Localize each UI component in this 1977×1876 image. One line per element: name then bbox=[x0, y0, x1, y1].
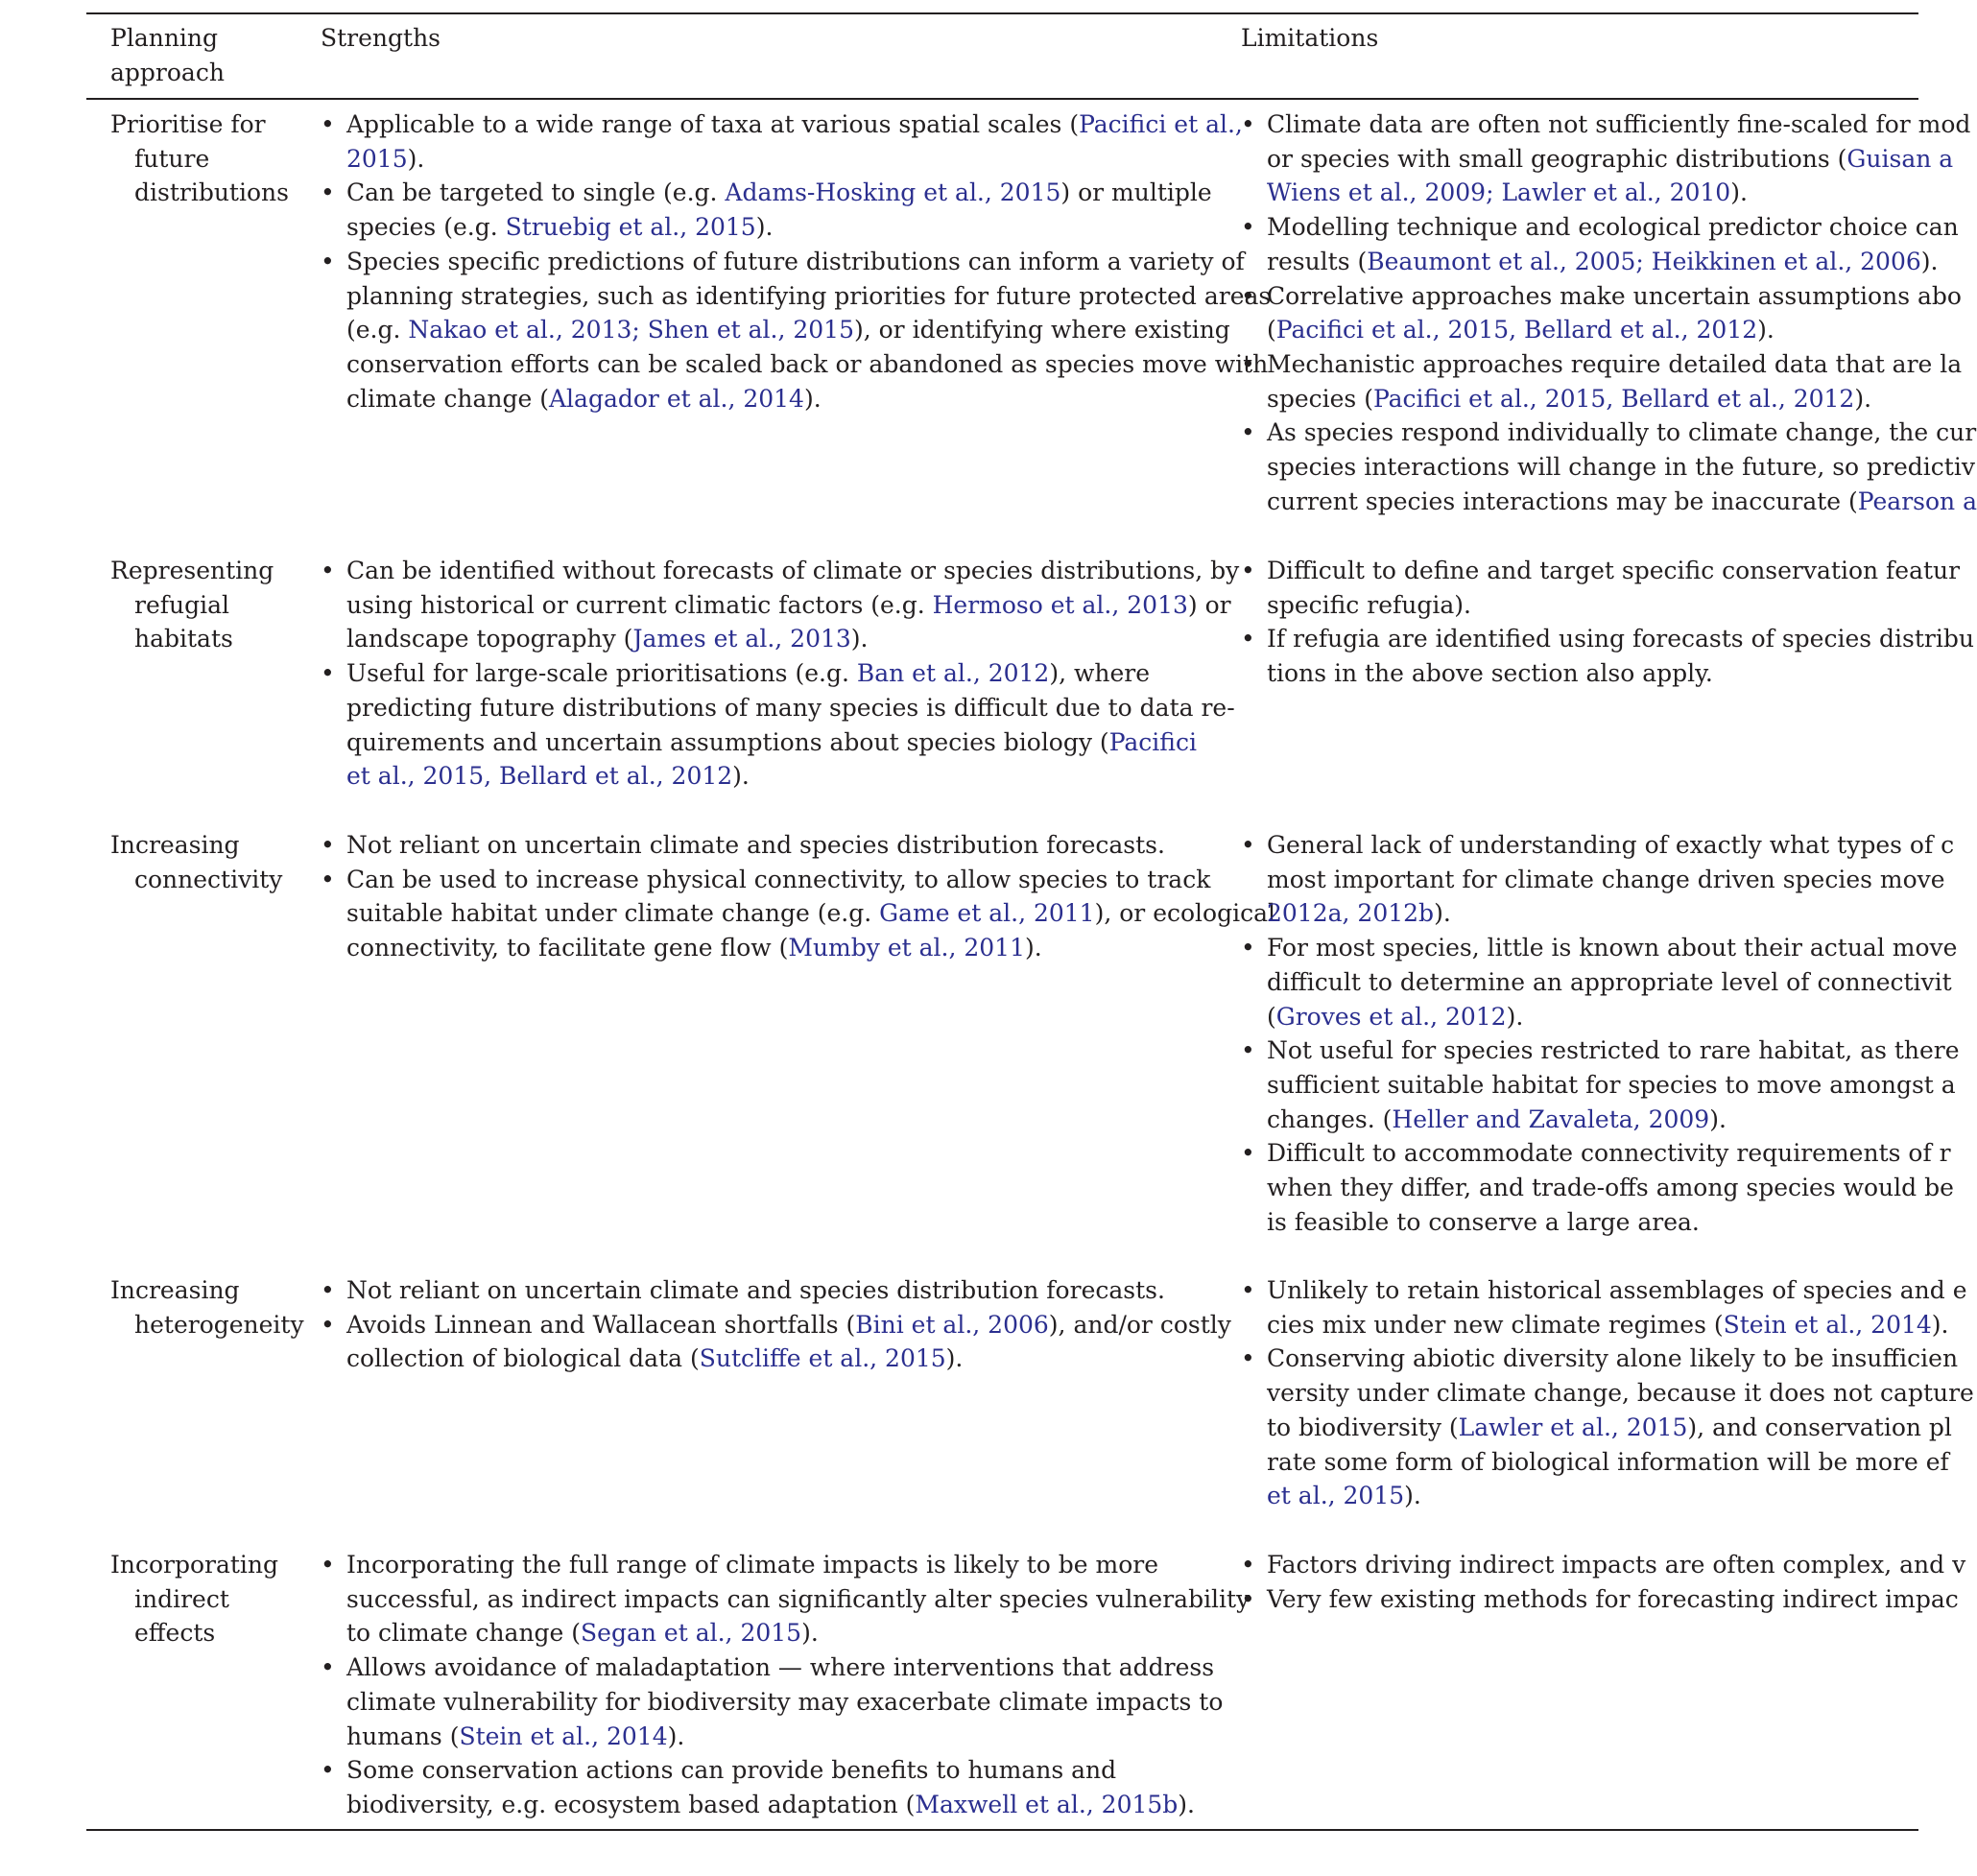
citation-link[interactable]: Sutcliffe et al., 2015 bbox=[699, 1344, 946, 1373]
text-line bbox=[346, 1582, 1251, 1617]
citation-link[interactable]: Nakao et al., 2013; Shen et al., 2015 bbox=[408, 316, 854, 344]
text-line bbox=[346, 1273, 1232, 1308]
citation-link[interactable]: Alagador et al., 2014 bbox=[549, 384, 804, 413]
row-limitations-cell bbox=[1241, 107, 1977, 518]
citation-link[interactable]: Hermoso et al., 2013 bbox=[932, 590, 1188, 619]
approach-line: Representing bbox=[110, 557, 274, 584]
text-run: changes. ( bbox=[1267, 1104, 1393, 1133]
row-strengths-cell bbox=[321, 107, 1272, 416]
header-approach-line: Planning bbox=[110, 24, 219, 52]
text-run: ), or identifying where existing bbox=[853, 316, 1230, 344]
citation-link[interactable]: et al., 2015 bbox=[1267, 1482, 1405, 1510]
text-line bbox=[346, 1308, 1232, 1342]
text-run: ), or ecological bbox=[1094, 899, 1275, 928]
text-run: or species with small geographic distributions ( bbox=[1267, 144, 1847, 173]
table-top-rule bbox=[86, 12, 1918, 14]
text-line bbox=[1267, 1582, 1959, 1617]
citation-link[interactable]: Adams-Hosking et al., 2015 bbox=[725, 178, 1061, 207]
citation-link[interactable]: 2015 bbox=[346, 144, 408, 173]
text-line bbox=[1267, 210, 1959, 245]
text-run: ). bbox=[1709, 1104, 1727, 1133]
text-line bbox=[1267, 965, 1952, 1000]
text-line bbox=[346, 279, 1272, 314]
text-run: Not reliant on uncertain climate and species distribution forecasts. bbox=[346, 831, 1165, 859]
text-run: Not reliant on uncertain climate and species distribution forecasts. bbox=[346, 1276, 1165, 1304]
citation-link[interactable]: Bini et al., 2006 bbox=[855, 1310, 1049, 1339]
text-line bbox=[1267, 622, 1974, 656]
text-run: ). bbox=[1757, 316, 1775, 344]
text-run: ). bbox=[801, 1619, 819, 1648]
text-run: ). bbox=[1931, 1310, 1949, 1339]
text-run: collection of biological data ( bbox=[346, 1344, 700, 1373]
text-line bbox=[346, 107, 1243, 142]
text-line bbox=[1267, 450, 1975, 485]
bullet-item bbox=[1241, 554, 1961, 622]
text-line bbox=[1267, 245, 1939, 279]
text-run: ). bbox=[407, 144, 425, 173]
text-run: quirements and uncertain assumptions about species biology ( bbox=[346, 727, 1109, 756]
bullet-item bbox=[321, 245, 1272, 416]
text-line bbox=[1267, 1342, 1959, 1376]
header-planning-approach bbox=[110, 21, 302, 89]
text-line bbox=[1267, 1068, 1956, 1103]
bullet-item bbox=[321, 828, 1232, 863]
text-line bbox=[346, 142, 1232, 177]
bullet-item bbox=[1241, 347, 1963, 416]
bullet-item bbox=[1241, 828, 1955, 931]
approach-line: indirect bbox=[134, 1584, 229, 1613]
bullet-item bbox=[1241, 1033, 1960, 1136]
text-line bbox=[1267, 1033, 1960, 1068]
text-run: Conserving abiotic diversity alone likely to be insufficien bbox=[1267, 1344, 1959, 1373]
text-line bbox=[1267, 1411, 1952, 1445]
bullet-item bbox=[321, 863, 1275, 965]
text-run: ). bbox=[1404, 1482, 1421, 1510]
text-run: (e.g. bbox=[346, 316, 409, 344]
approach-line: Prioritise for bbox=[110, 110, 266, 138]
bullet-item bbox=[321, 107, 1243, 176]
citation-link[interactable]: Wiens et al., 2009; Lawler et al., 2010 bbox=[1267, 178, 1731, 207]
bullet-item bbox=[1241, 416, 1977, 518]
text-run: Allows avoidance of maladaptation — where interventions that address bbox=[346, 1653, 1215, 1682]
text-run: ) or multiple bbox=[1060, 178, 1212, 207]
text-run: Incorporating the full range of climate impacts is likely to be more bbox=[346, 1551, 1159, 1579]
text-run: Can be identified without forecasts of climate or species distributions, by bbox=[346, 557, 1240, 584]
row-limitations-cell bbox=[1241, 828, 1960, 1239]
text-run: sufficient suitable habitat for species to move amongst a bbox=[1267, 1070, 1956, 1099]
approach-line: effects bbox=[134, 1619, 216, 1648]
text-line bbox=[346, 1650, 1232, 1685]
text-run: ( bbox=[1267, 1002, 1276, 1031]
citation-link[interactable]: Game et al., 2011 bbox=[879, 899, 1095, 928]
text-line bbox=[346, 863, 1232, 897]
text-line bbox=[346, 588, 1232, 623]
text-run: specific refugia). bbox=[1267, 590, 1471, 619]
row-limitations-cell bbox=[1241, 1273, 1974, 1513]
citation-link[interactable]: Guisan a bbox=[1846, 144, 1954, 173]
text-run: As species respond individually to climate change, the cur bbox=[1267, 418, 1977, 447]
text-line bbox=[1267, 107, 1971, 142]
citation-link[interactable]: 2012a, 2012b bbox=[1267, 899, 1435, 928]
text-run: Species specific predictions of future distributions can inform a variety of bbox=[346, 247, 1245, 275]
text-run: General lack of understanding of exactly what types of c bbox=[1267, 831, 1955, 859]
approach-line: distributions bbox=[134, 178, 289, 207]
text-line bbox=[346, 725, 1232, 760]
text-run: Not useful for species restricted to rare habitat, as there bbox=[1267, 1036, 1960, 1065]
text-run: ). bbox=[1506, 1002, 1524, 1031]
limitations-list bbox=[1241, 1548, 1966, 1616]
text-run: most important for climate change driven species move bbox=[1267, 865, 1945, 893]
text-line bbox=[1267, 896, 1932, 931]
approach-line: connectivity bbox=[134, 865, 283, 893]
text-run: ) or bbox=[1187, 590, 1231, 619]
bullet-item bbox=[1241, 1342, 1974, 1513]
text-run: humans ( bbox=[346, 1722, 460, 1750]
text-line bbox=[346, 554, 1240, 588]
text-line bbox=[1267, 1171, 1954, 1205]
text-run: Some conservation actions can provide benefits to humans and bbox=[346, 1756, 1117, 1785]
citation-link[interactable]: Struebig et al., 2015 bbox=[505, 213, 756, 242]
text-run: ). bbox=[1730, 178, 1748, 207]
citation-link[interactable]: Pacifici et al., 2015, Bellard et al., 2012 bbox=[1275, 316, 1758, 344]
citation-link[interactable]: Mumby et al., 2011 bbox=[788, 934, 1025, 962]
text-run: ), and conservation pl bbox=[1687, 1413, 1952, 1441]
citation-link[interactable]: Groves et al., 2012 bbox=[1275, 1002, 1507, 1031]
text-line bbox=[1267, 1205, 1932, 1240]
approach-line: Increasing bbox=[110, 1276, 240, 1304]
text-run: rate some form of biological information will be more ef bbox=[1267, 1447, 1949, 1476]
text-line bbox=[1267, 1308, 1949, 1342]
text-run: to climate change ( bbox=[346, 1619, 582, 1648]
citation-link[interactable]: Heller and Zavaleta, 2009 bbox=[1392, 1104, 1710, 1133]
bullet-item bbox=[1241, 931, 1958, 1033]
header-approach-line: approach bbox=[110, 58, 225, 86]
text-line bbox=[1267, 1000, 1932, 1034]
text-run: ). bbox=[1025, 934, 1042, 962]
text-run: species interactions will change in the future, so predictiv bbox=[1267, 453, 1975, 482]
text-run: ). bbox=[755, 213, 774, 242]
text-line bbox=[346, 382, 1232, 416]
citation-link[interactable]: Pacifici et al., 2015, Bellard et al., 2012 bbox=[1372, 384, 1855, 413]
limitations-list bbox=[1241, 828, 1960, 1239]
bullet-item bbox=[321, 1753, 1232, 1821]
bullet-item bbox=[1241, 1136, 1954, 1239]
text-run: is feasible to conserve a large area. bbox=[1267, 1207, 1700, 1236]
text-run: Very few existing methods for forecasting indirect impac bbox=[1267, 1584, 1959, 1613]
text-run: Applicable to a wide range of taxa at various spatial scales ( bbox=[346, 110, 1080, 138]
row-limitations-cell bbox=[1241, 554, 1974, 691]
citation-link[interactable]: Maxwell et al., 2015b bbox=[915, 1790, 1179, 1818]
text-run: using historical or current climatic factors (e.g. bbox=[346, 590, 933, 619]
text-run: Avoids Linnean and Wallacean shortfalls ( bbox=[346, 1310, 856, 1339]
text-run: ), and/or costly bbox=[1048, 1310, 1231, 1339]
text-line bbox=[346, 176, 1232, 210]
text-run: ( bbox=[1267, 316, 1276, 344]
text-run: Can be used to increase physical connectivity, to allow species to track bbox=[346, 865, 1211, 893]
text-line bbox=[346, 245, 1245, 279]
citation-link[interactable]: Pacifici bbox=[1108, 727, 1197, 756]
text-run: connectivity, to facilitate gene flow ( bbox=[346, 934, 789, 962]
text-line bbox=[346, 656, 1232, 691]
row-approach-label bbox=[110, 1548, 302, 1650]
table-header-rule bbox=[86, 98, 1918, 100]
bullet-item bbox=[1241, 622, 1974, 690]
text-line bbox=[1267, 1136, 1951, 1171]
row-approach-label bbox=[110, 1273, 302, 1342]
approach-line: Incorporating bbox=[110, 1551, 279, 1579]
approach-line: future bbox=[134, 144, 210, 173]
text-line bbox=[1267, 656, 1932, 691]
text-run: suitable habitat under climate change (e.g. bbox=[346, 899, 880, 928]
text-run: cies mix under new climate regimes ( bbox=[1267, 1310, 1724, 1339]
text-line bbox=[1267, 588, 1932, 623]
bullet-item bbox=[321, 656, 1235, 794]
text-run: Factors driving indirect impacts are often complex, and v bbox=[1267, 1551, 1966, 1579]
text-run: Can be targeted to single (e.g. bbox=[346, 178, 726, 207]
text-line bbox=[346, 313, 1232, 347]
text-line bbox=[1267, 416, 1977, 450]
bullet-item bbox=[1241, 210, 1959, 278]
text-line bbox=[1267, 554, 1961, 588]
text-run: biodiversity, e.g. ecosystem based adaptation ( bbox=[346, 1790, 916, 1818]
strengths-list bbox=[321, 107, 1272, 416]
citation-link[interactable]: Pacifici et al., bbox=[1079, 110, 1243, 138]
text-line bbox=[1267, 142, 1954, 177]
text-run: Mechanistic approaches require detailed data that are la bbox=[1267, 349, 1963, 378]
text-line bbox=[1267, 176, 1932, 210]
text-line bbox=[1267, 1548, 1966, 1582]
citation-link[interactable]: Stein et al., 2014 bbox=[459, 1722, 668, 1750]
text-run: ). bbox=[1854, 384, 1872, 413]
text-line bbox=[346, 347, 1269, 382]
text-line bbox=[346, 1685, 1232, 1720]
text-line bbox=[346, 1720, 1232, 1754]
text-line bbox=[1267, 863, 1945, 897]
text-run: predicting future distributions of many species is difficult due to data re- bbox=[346, 693, 1235, 722]
text-run: successful, as indirect impacts can significantly alter species vulnerability bbox=[346, 1584, 1251, 1613]
citation-link[interactable]: Ban et al., 2012 bbox=[856, 659, 1050, 688]
text-run: Climate data are often not sufficiently fine-scaled for mod bbox=[1267, 110, 1971, 138]
text-line bbox=[346, 1753, 1232, 1788]
text-run: species (e.g. bbox=[346, 213, 506, 242]
bullet-item bbox=[321, 1273, 1232, 1308]
text-line bbox=[1267, 1445, 1949, 1480]
limitations-list bbox=[1241, 554, 1974, 691]
citation-link[interactable]: Pearson a bbox=[1857, 487, 1977, 515]
text-run: difficult to determine an appropriate level of connectivit bbox=[1267, 967, 1952, 996]
text-line bbox=[1267, 828, 1955, 863]
text-run: If refugia are identified using forecasts of species distribu bbox=[1267, 625, 1974, 653]
text-line bbox=[1267, 279, 1962, 314]
limitations-list bbox=[1241, 1273, 1974, 1513]
bullet-item bbox=[1241, 279, 1962, 347]
bullet-item bbox=[1241, 1548, 1966, 1582]
text-line bbox=[346, 1342, 1232, 1376]
text-run: planning strategies, such as identifying priorities for future protected areas bbox=[346, 281, 1272, 310]
text-run: ). bbox=[1920, 247, 1939, 275]
text-run: current species interactions may be inaccurate ( bbox=[1267, 487, 1858, 515]
bullet-item bbox=[1241, 107, 1971, 210]
text-run: ). bbox=[945, 1344, 964, 1373]
row-strengths-cell bbox=[321, 554, 1240, 794]
row-approach-label bbox=[110, 554, 302, 656]
text-line bbox=[346, 210, 1232, 245]
text-line bbox=[1267, 382, 1932, 416]
row-strengths-cell bbox=[321, 1273, 1232, 1376]
text-line bbox=[346, 931, 1232, 965]
text-line bbox=[346, 622, 1232, 656]
approach-line: refugial bbox=[134, 590, 229, 619]
text-line bbox=[346, 759, 1232, 794]
text-run: ). bbox=[1434, 899, 1451, 928]
approach-line: habitats bbox=[134, 625, 233, 653]
bullet-item bbox=[1241, 1273, 1967, 1342]
text-line bbox=[346, 1616, 1232, 1650]
approach-line: Increasing bbox=[110, 831, 240, 859]
bullet-item bbox=[1241, 1582, 1959, 1617]
text-run: ). bbox=[732, 762, 750, 791]
bullet-item bbox=[321, 1548, 1251, 1650]
citation-link[interactable]: James et al., 2013 bbox=[632, 625, 851, 653]
row-strengths-cell bbox=[321, 828, 1275, 965]
text-run: Correlative approaches make uncertain assumptions abo bbox=[1267, 281, 1962, 310]
bullet-item bbox=[321, 1650, 1232, 1753]
text-line bbox=[346, 1548, 1232, 1582]
text-run: results ( bbox=[1267, 247, 1368, 275]
citation-link[interactable]: Stein et al., 2014 bbox=[1723, 1310, 1932, 1339]
row-approach-label bbox=[110, 107, 302, 210]
bullet-item bbox=[321, 176, 1232, 244]
text-line bbox=[1267, 1103, 1932, 1137]
text-run: Modelling technique and ecological predictor choice can bbox=[1267, 213, 1959, 242]
citation-link[interactable]: et al., 2015, Bellard et al., 2012 bbox=[346, 762, 733, 791]
text-run: ). bbox=[667, 1722, 685, 1750]
bullet-item bbox=[321, 554, 1240, 656]
row-limitations-cell bbox=[1241, 1548, 1966, 1616]
strengths-list bbox=[321, 554, 1240, 794]
text-line bbox=[1267, 485, 1977, 519]
strengths-list bbox=[321, 828, 1275, 965]
text-run: Useful for large-scale prioritisations (e.g. bbox=[346, 659, 857, 688]
strengths-list bbox=[321, 1273, 1232, 1376]
text-run: climate vulnerability for biodiversity may exacerbate climate impacts to bbox=[346, 1687, 1224, 1716]
text-run: ). bbox=[850, 625, 869, 653]
text-line bbox=[1267, 1273, 1967, 1308]
text-run: to biodiversity ( bbox=[1267, 1413, 1459, 1441]
text-line bbox=[1267, 313, 1932, 347]
text-run: tions in the above section also apply. bbox=[1267, 659, 1713, 688]
text-line bbox=[1267, 931, 1958, 965]
header-limitations: Limitations bbox=[1241, 24, 1379, 52]
bullet-item bbox=[321, 1308, 1232, 1376]
table-bottom-rule bbox=[86, 1829, 1918, 1831]
text-run: climate change ( bbox=[346, 384, 549, 413]
citation-link[interactable]: Segan et al., 2015 bbox=[581, 1619, 802, 1648]
row-strengths-cell bbox=[321, 1548, 1251, 1822]
strengths-list bbox=[321, 1548, 1251, 1822]
text-run: ). bbox=[1178, 1790, 1195, 1818]
text-run: For most species, little is known about their actual move bbox=[1267, 934, 1958, 962]
text-run: conservation efforts can be scaled back or abandoned as species move with bbox=[346, 349, 1269, 378]
text-line bbox=[346, 896, 1275, 931]
text-run: Unlikely to retain historical assemblages of species and e bbox=[1267, 1276, 1967, 1304]
text-run: ), where bbox=[1049, 659, 1151, 688]
text-run: versity under climate change, because it does not capture bbox=[1267, 1379, 1974, 1408]
text-line bbox=[346, 691, 1235, 725]
limitations-list bbox=[1241, 107, 1977, 518]
row-approach-label bbox=[110, 828, 302, 896]
citation-link[interactable]: Lawler et al., 2015 bbox=[1458, 1413, 1688, 1441]
text-run: species ( bbox=[1267, 384, 1373, 413]
approach-line: heterogeneity bbox=[134, 1310, 304, 1339]
text-run: when they differ, and trade-offs among species would be bbox=[1267, 1174, 1954, 1202]
text-line bbox=[1267, 1479, 1932, 1513]
text-run: ). bbox=[803, 384, 822, 413]
text-line bbox=[346, 828, 1232, 863]
citation-link[interactable]: Beaumont et al., 2005; Heikkinen et al., 2006 bbox=[1367, 247, 1921, 275]
header-strengths: Strengths bbox=[321, 24, 441, 52]
text-line bbox=[346, 1788, 1232, 1822]
text-run: landscape topography ( bbox=[346, 625, 633, 653]
text-line bbox=[1267, 1376, 1974, 1411]
text-run: Difficult to define and target specific conservation featur bbox=[1267, 557, 1961, 584]
text-line bbox=[1267, 347, 1963, 382]
text-run: Difficult to accommodate connectivity requirements of r bbox=[1267, 1139, 1951, 1168]
